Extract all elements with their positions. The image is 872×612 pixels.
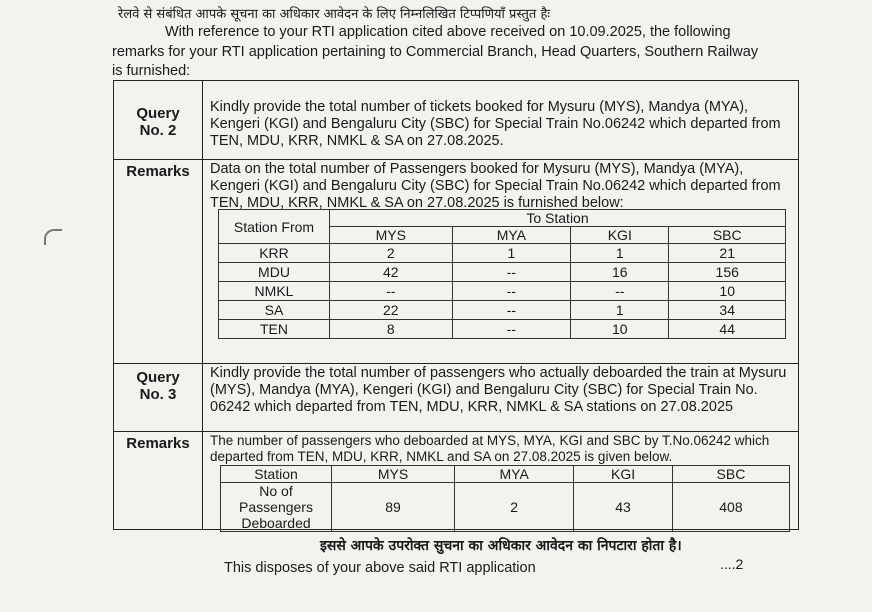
- value-cell: 8: [330, 320, 453, 339]
- col-header-mys: MYS: [330, 227, 453, 244]
- to-station-header: To Station: [330, 210, 786, 227]
- remarks2-text: Data on the total number of Passengers booked for Mysuru (MYS), Mandya (MYA), Kengeri (KGI) and Bengaluru City (SBC) for Special Train No.06242 which departed from TEN, MDU, KRR, NMKL & SA on 27.08.2025 is furnished below:: [210, 161, 781, 211]
- value-cell: 21: [669, 244, 786, 263]
- closing-hindi-line: इससे आपके उपरोक्त सुचना का अधिकार आवेदन का निपटारा होता है।: [320, 538, 682, 554]
- row-divider: [114, 431, 798, 432]
- value-cell: 156: [669, 263, 786, 282]
- intro-paragraph-line3: is furnished:: [112, 63, 191, 79]
- remarks3-label: Remarks: [126, 435, 190, 452]
- punch-hole-mark: [44, 229, 62, 245]
- booked-passengers-table: [218, 209, 786, 339]
- value-cell: --: [330, 282, 453, 301]
- value-cell: 1: [452, 244, 571, 263]
- row-divider: [114, 363, 798, 364]
- intro-paragraph-line1: With reference to your RTI application cited above received on 10.09.2025, the following: [165, 24, 731, 40]
- value-cell: 10: [571, 320, 669, 339]
- station-cell: SA: [219, 301, 330, 320]
- station-cell: TEN: [219, 320, 330, 339]
- station-cell: MDU: [219, 263, 330, 282]
- hindi-intro-line: रेलवे से संबंधित आपके सूचना का अधिकार आवेदन के लिए निम्नलिखित टिप्पणियाँ प्रस्तुत हैः: [118, 7, 550, 22]
- value-cell: 408: [672, 483, 789, 532]
- value-cell: 2: [455, 483, 574, 532]
- row-label-deboarded: No of Passengers Deboarded: [221, 483, 332, 532]
- value-cell: --: [571, 282, 669, 301]
- deboarded-passengers-table: [220, 465, 790, 532]
- col-header-mya: MYA: [452, 227, 571, 244]
- table-row: [219, 244, 786, 263]
- value-cell: 10: [669, 282, 786, 301]
- remarks3-text: The number of passengers who deboarded at MYS, MYA, KGI and SBC by T.No.06242 which departed from TEN, MDU, KRR, NMKL and SA on 27.08.2025 is given below.: [210, 433, 770, 464]
- col-header-sbc: SBC: [669, 227, 786, 244]
- remarks2-label: Remarks: [126, 163, 190, 180]
- value-cell: 42: [330, 263, 453, 282]
- value-cell: 89: [332, 483, 455, 532]
- header-mya: MYA: [455, 466, 574, 483]
- header-kgi: KGI: [574, 466, 673, 483]
- column-divider: [202, 81, 203, 529]
- col-header-kgi: KGI: [571, 227, 669, 244]
- value-cell: 2: [330, 244, 453, 263]
- closing-english-line: This disposes of your above said RTI application: [224, 560, 536, 576]
- header-sbc: SBC: [672, 466, 789, 483]
- value-cell: 1: [571, 301, 669, 320]
- value-cell: --: [452, 301, 571, 320]
- value-cell: 1: [571, 244, 669, 263]
- value-cell: 16: [571, 263, 669, 282]
- value-cell: 44: [669, 320, 786, 339]
- query3-label: Query No. 3: [136, 369, 180, 403]
- query2-text: Kindly provide the total number of tickets booked for Mysuru (MYS), Mandya (MYA), Kengeri (KGI) and Bengaluru City (SBC) for Special Train No.06242 which departed from TEN, MDU, KRR, NMKL & SA on 27.08.2025.: [210, 99, 781, 149]
- query-remarks-table: [113, 80, 799, 530]
- row-divider: [114, 159, 798, 160]
- table-row: [219, 320, 786, 339]
- query2-label: Query No. 2: [136, 105, 180, 139]
- value-cell: --: [452, 263, 571, 282]
- table-row: [219, 263, 786, 282]
- continuation-marker: ....2: [720, 556, 744, 572]
- table-row: [221, 483, 790, 532]
- value-cell: 22: [330, 301, 453, 320]
- station-cell: KRR: [219, 244, 330, 263]
- value-cell: 34: [669, 301, 786, 320]
- value-cell: --: [452, 320, 571, 339]
- value-cell: --: [452, 282, 571, 301]
- table-row: [219, 282, 786, 301]
- station-from-header: Station From: [219, 210, 330, 244]
- intro-paragraph-line2: remarks for your RTI application pertaining to Commercial Branch, Head Quarters, Southern Railway: [112, 44, 759, 60]
- header-mys: MYS: [332, 466, 455, 483]
- station-cell: NMKL: [219, 282, 330, 301]
- header-station: Station: [221, 466, 332, 483]
- table-row: [219, 301, 786, 320]
- query3-text: Kindly provide the total number of passengers who actually deboarded the train at Mysuru (MYS), Mandya (MYA), Kengeri (KGI) and Bengaluru City (SBC) for Special Train No. 06242 which departed from TEN, MDU, KRR, NMKL & SA stations on 27.08.2025: [210, 365, 787, 415]
- value-cell: 43: [574, 483, 673, 532]
